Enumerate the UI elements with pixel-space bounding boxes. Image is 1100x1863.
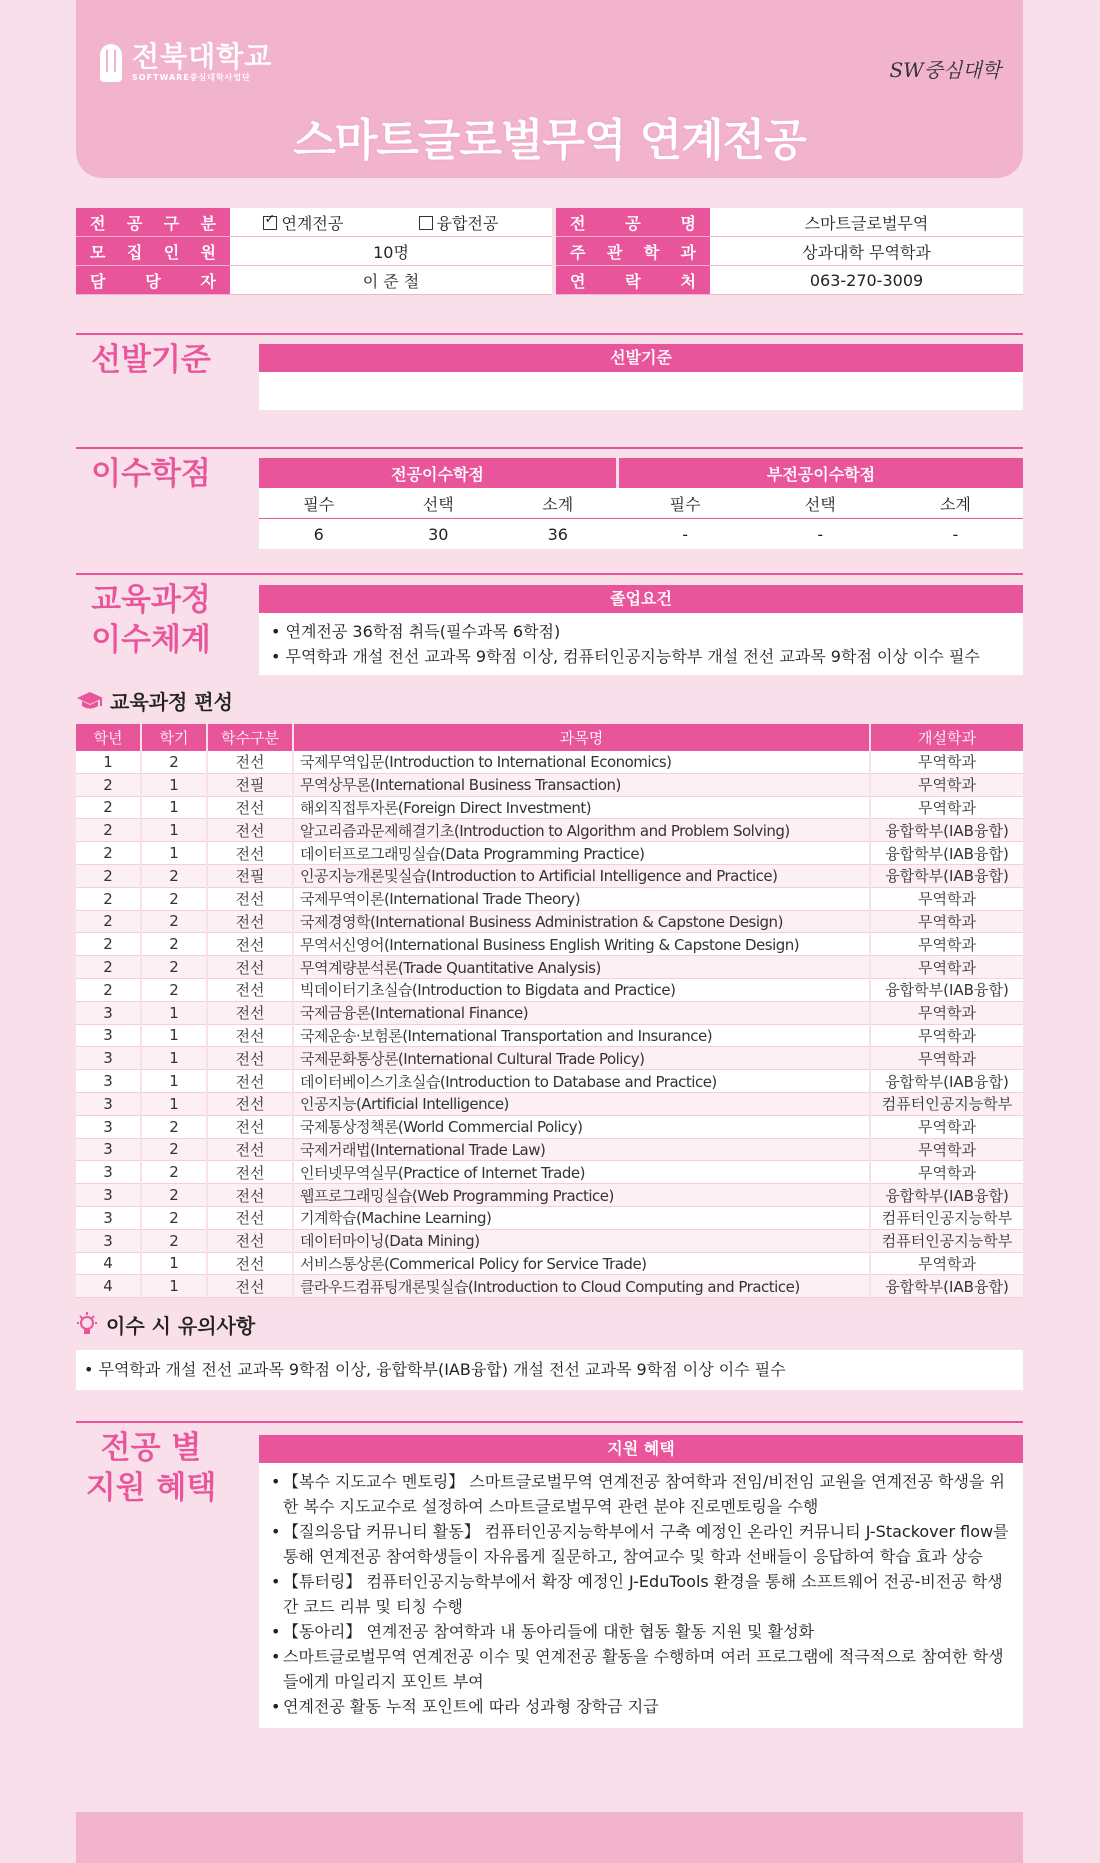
col-department: 개설학과 [870, 724, 1023, 751]
course-year: 3 [76, 1138, 141, 1161]
graduation-cap-icon [76, 691, 104, 711]
course-department: 융합학부(IAB융합) [870, 1184, 1023, 1207]
course-name: 국제거래법(International Trade Law) [293, 1138, 870, 1161]
notice-title: 이수 시 유의사항 [106, 1314, 256, 1338]
course-type: 전필 [207, 864, 293, 887]
credit-subhead: 필수 [259, 488, 379, 519]
course-type: 전선 [207, 1001, 293, 1024]
course-type: 전선 [207, 1184, 293, 1207]
section-divider [76, 573, 1023, 575]
table-row [76, 842, 1023, 865]
course-semester: 2 [141, 887, 207, 910]
course-year: 2 [76, 933, 141, 956]
course-type: 전선 [207, 1206, 293, 1229]
course-semester: 2 [141, 910, 207, 933]
checkbox-empty-icon [419, 216, 433, 230]
course-semester: 2 [141, 933, 207, 956]
course-type: 전선 [207, 1092, 293, 1115]
course-department: 무역학과 [870, 887, 1023, 910]
course-type: 전선 [207, 956, 293, 979]
section-divider [76, 333, 1023, 335]
benefits-bar: 지원 혜택 [259, 1435, 1023, 1463]
major-name-label: 전 공 명 [556, 208, 710, 237]
course-year: 2 [76, 956, 141, 979]
course-department: 융합학부(IAB융합) [870, 978, 1023, 1001]
course-semester: 2 [141, 1115, 207, 1138]
table-row [76, 773, 1023, 796]
credit-value: 36 [498, 519, 618, 550]
course-name: 클라우드컴퓨팅개론및실습(Introduction to Cloud Computing and Practice) [293, 1275, 870, 1298]
course-department: 무역학과 [870, 1115, 1023, 1138]
credit-subhead: 선택 [379, 488, 499, 519]
course-type: 전선 [207, 751, 293, 773]
footer-bar [76, 1812, 1023, 1863]
table-row [76, 1092, 1023, 1115]
contact-value: 063-270-3009 [710, 266, 1023, 295]
col-semester: 학기 [141, 724, 207, 751]
sw-badge: SW중심대학 [889, 58, 1001, 82]
benefit-item: • 스마트글로벌무역 연계전공 이수 및 연계전공 활동을 수행하며 여러 프로그램에 적극적으로 참여한 학생들에게 마일리지 포인트 부여 [271, 1644, 1011, 1694]
col-subject: 과목명 [293, 724, 870, 751]
course-semester: 1 [141, 1024, 207, 1047]
course-semester: 1 [141, 842, 207, 865]
type-option-fusion: 융합전공 [436, 213, 499, 233]
curriculum-section-label [76, 580, 226, 660]
page-title: 스마트글로벌무역 연계전공 [293, 115, 806, 166]
table-row [76, 819, 1023, 842]
course-semester: 2 [141, 978, 207, 1001]
course-department: 융합학부(IAB융합) [870, 1070, 1023, 1093]
course-semester: 2 [141, 864, 207, 887]
benefits-label-line1: 전공 별 [100, 1430, 202, 1466]
benefits-list [271, 1469, 1011, 1719]
course-year: 2 [76, 819, 141, 842]
curriculum-table [76, 724, 1023, 1298]
course-name: 인공지능개론및실습(Introduction to Artificial Intelligence and Practice) [293, 864, 870, 887]
contact-label: 연 락 처 [556, 266, 710, 295]
course-department: 무역학과 [870, 1161, 1023, 1184]
course-semester: 2 [141, 1161, 207, 1184]
course-type: 전선 [207, 1047, 293, 1070]
table-row [76, 751, 1023, 773]
curriculum-label-line2: 이수체계 [91, 622, 211, 658]
course-name: 국제무역입문(Introduction to International Economics) [293, 751, 870, 773]
course-year: 2 [76, 796, 141, 819]
course-year: 3 [76, 1047, 141, 1070]
course-name: 국제문화통상론(International Cultural Trade Policy) [293, 1047, 870, 1070]
table-row [76, 864, 1023, 887]
manager-label: 담 당 자 [76, 266, 230, 295]
course-year: 2 [76, 978, 141, 1001]
course-name: 웹프로그래밍실습(Web Programming Practice) [293, 1184, 870, 1207]
course-type: 전선 [207, 1275, 293, 1298]
course-department: 컴퓨터인공지능학부 [870, 1206, 1023, 1229]
notice-text: • 무역학과 개설 전선 교과목 9학점 이상, 융합학부(IAB융합) 개설 전선 교과목 9학점 이상 이수 필수 [76, 1350, 1023, 1390]
course-type: 전선 [207, 933, 293, 956]
course-department: 무역학과 [870, 933, 1023, 956]
course-semester: 2 [141, 1138, 207, 1161]
course-year: 3 [76, 1070, 141, 1093]
benefit-item: • 연계전공 활동 누적 포인트에 따라 성과형 장학금 지급 [271, 1694, 1011, 1719]
course-semester: 2 [141, 751, 207, 773]
course-department: 융합학부(IAB융합) [870, 1275, 1023, 1298]
course-name: 인공지능(Artificial Intelligence) [293, 1092, 870, 1115]
type-option-link: 연계전공 [281, 213, 344, 233]
graduation-item: • 무역학과 개설 전선 교과목 9학점 이상, 컴퓨터인공지능학부 개설 전선 교과목 9학점 이상 이수 필수 [271, 647, 980, 666]
course-name: 무역상무론(International Business Transaction) [293, 773, 870, 796]
benefit-item: • 【질의응답 커뮤니티 활동】 컴퓨터인공지능학부에서 구축 예정인 온라인 커뮤니티 J-Stackover flow를 통해 연계전공 참여학생들이 자유롭게 질문하고, 참여교수 및 학과 선배들이 응답하여 학습 효과 상승 [271, 1519, 1011, 1569]
course-type: 전선 [207, 887, 293, 910]
university-subtitle: SOFTWARE중심대학사업단 [132, 73, 251, 82]
course-type: 전선 [207, 1070, 293, 1093]
course-department: 무역학과 [870, 796, 1023, 819]
course-name: 빅데이터기초실습(Introduction to Bigdata and Practice) [293, 978, 870, 1001]
course-year: 3 [76, 1161, 141, 1184]
course-name: 데이터프로그래밍실습(Data Programming Practice) [293, 842, 870, 865]
lightbulb-icon [76, 1312, 98, 1338]
course-name: 무역계량분석론(Trade Quantitative Analysis) [293, 956, 870, 979]
course-name: 기계학습(Machine Learning) [293, 1206, 870, 1229]
course-department: 융합학부(IAB융합) [870, 842, 1023, 865]
benefit-item: • 【동아리】 연계전공 참여학과 내 동아리들에 대한 협동 활동 지원 및 활성화 [271, 1619, 1011, 1644]
course-year: 3 [76, 1206, 141, 1229]
course-year: 3 [76, 1184, 141, 1207]
course-semester: 1 [141, 1252, 207, 1275]
course-name: 인터넷무역실무(Practice of Internet Trade) [293, 1161, 870, 1184]
benefit-item: • 【복수 지도교수 멘토링】 스마트글로벌무역 연계전공 참여학과 전임/비전임 교원을 연계전공 학생을 위한 복수 지도교수로 설정하여 스마트글로벌무역 관련 분야 진로멘토링을 수행 [271, 1469, 1011, 1519]
table-row [76, 1115, 1023, 1138]
course-year: 3 [76, 1229, 141, 1252]
table-row [76, 1138, 1023, 1161]
course-type: 전선 [207, 978, 293, 1001]
course-name: 국제통상정책론(World Commercial Policy) [293, 1115, 870, 1138]
course-year: 3 [76, 1001, 141, 1024]
course-department: 무역학과 [870, 1047, 1023, 1070]
graduation-item: • 연계전공 36학점 취득(필수과목 6학점) [271, 622, 561, 641]
selection-section-label: 선발기준 [91, 342, 211, 378]
notice-heading [76, 1310, 255, 1339]
course-department: 무역학과 [870, 1001, 1023, 1024]
course-name: 국제운송·보험론(International Transportation and Insurance) [293, 1024, 870, 1047]
credit-subhead: 소계 [888, 488, 1023, 519]
course-year: 2 [76, 864, 141, 887]
course-department: 무역학과 [870, 773, 1023, 796]
course-type: 전선 [207, 1024, 293, 1047]
course-semester: 1 [141, 1070, 207, 1093]
table-row [76, 1070, 1023, 1093]
table-row [76, 978, 1023, 1001]
table-row [76, 1001, 1023, 1024]
table-row [76, 1047, 1023, 1070]
credits-table [259, 458, 1023, 549]
course-department: 무역학과 [870, 956, 1023, 979]
course-year: 1 [76, 751, 141, 773]
course-type: 전선 [207, 910, 293, 933]
course-name: 무역서신영어(International Business English Writing & Capstone Design) [293, 933, 870, 956]
course-name: 해외직접투자론(Foreign Direct Investment) [293, 796, 870, 819]
recruit-value: 10명 [230, 237, 552, 266]
course-name: 국제금융론(International Finance) [293, 1001, 870, 1024]
table-row [76, 796, 1023, 819]
course-year: 2 [76, 773, 141, 796]
course-department: 무역학과 [870, 1252, 1023, 1275]
course-type: 전선 [207, 1161, 293, 1184]
section-divider [76, 447, 1023, 449]
col-year: 학년 [76, 724, 141, 751]
course-type: 전선 [207, 1115, 293, 1138]
course-semester: 1 [141, 1001, 207, 1024]
course-year: 3 [76, 1092, 141, 1115]
major-name-value: 스마트글로벌무역 [710, 208, 1023, 237]
course-department: 융합학부(IAB융합) [870, 819, 1023, 842]
course-department: 컴퓨터인공지능학부 [870, 1229, 1023, 1252]
credit-subhead: 선택 [753, 488, 888, 519]
credit-value: 6 [259, 519, 379, 550]
curriculum-label-line1: 교육과정 [91, 582, 211, 618]
course-semester: 1 [141, 1092, 207, 1115]
type-options [230, 208, 552, 237]
course-year: 3 [76, 1024, 141, 1047]
credit-value: - [618, 519, 753, 550]
course-semester: 1 [141, 819, 207, 842]
dept-label: 주 관 학 과 [556, 237, 710, 266]
course-name: 서비스통상론(Commerical Policy for Service Trade) [293, 1252, 870, 1275]
course-department: 무역학과 [870, 751, 1023, 773]
course-semester: 2 [141, 956, 207, 979]
benefits-content [259, 1463, 1023, 1728]
credit-subhead: 소계 [498, 488, 618, 519]
course-department: 무역학과 [870, 910, 1023, 933]
course-semester: 1 [141, 1047, 207, 1070]
course-name: 알고리즘과문제해결기초(Introduction to Algorithm and Problem Solving) [293, 819, 870, 842]
course-department: 무역학과 [870, 1024, 1023, 1047]
course-type: 전선 [207, 1229, 293, 1252]
graduation-list [259, 613, 1023, 675]
course-department: 융합학부(IAB융합) [870, 864, 1023, 887]
course-year: 4 [76, 1275, 141, 1298]
credit-value: 30 [379, 519, 499, 550]
table-row [76, 1252, 1023, 1275]
col-type: 학수구분 [207, 724, 293, 751]
benefits-section-label [76, 1428, 226, 1508]
course-year: 3 [76, 1115, 141, 1138]
table-row [76, 1229, 1023, 1252]
credit-subhead: 필수 [618, 488, 753, 519]
university-emblem-icon [100, 44, 122, 82]
major-credits-head: 전공이수학점 [259, 458, 618, 488]
major-info-table [76, 208, 1023, 295]
table-row [76, 1275, 1023, 1298]
table-row [76, 1206, 1023, 1229]
benefit-item: • 【튜터링】 컴퓨터인공지능학부에서 확장 예정인 J-EduTools 환경을 통해 소프트웨어 전공-비전공 학생 간 코드 리뷰 및 티칭 수행 [271, 1569, 1011, 1619]
course-department: 무역학과 [870, 1138, 1023, 1161]
table-row [76, 1161, 1023, 1184]
credits-section-label: 이수학점 [91, 456, 211, 492]
type-label: 전 공 구 분 [76, 208, 230, 237]
course-semester: 1 [141, 796, 207, 819]
table-row [76, 910, 1023, 933]
checkbox-checked-icon [263, 216, 277, 230]
curriculum-table-heading [76, 686, 233, 715]
course-type: 전선 [207, 819, 293, 842]
course-name: 국제경영학(International Business Administration & Capstone Design) [293, 910, 870, 933]
course-semester: 1 [141, 773, 207, 796]
table-row [76, 956, 1023, 979]
course-name: 데이터마이닝(Data Mining) [293, 1229, 870, 1252]
course-year: 2 [76, 910, 141, 933]
course-type: 전선 [207, 1138, 293, 1161]
minor-credits-head: 부전공이수학점 [618, 458, 1024, 488]
graduation-content [259, 613, 1023, 675]
manager-value: 이 준 철 [230, 266, 552, 295]
selection-content [259, 372, 1023, 410]
course-department: 컴퓨터인공지능학부 [870, 1092, 1023, 1115]
course-year: 4 [76, 1252, 141, 1275]
selection-bar: 선발기준 [259, 344, 1023, 372]
dept-value: 상과대학 무역학과 [710, 237, 1023, 266]
course-type: 전선 [207, 842, 293, 865]
course-name: 데이터베이스기초실습(Introduction to Database and Practice) [293, 1070, 870, 1093]
table-row [76, 1184, 1023, 1207]
benefits-label-line2: 지원 혜택 [85, 1470, 217, 1506]
table-row [76, 1024, 1023, 1047]
section-divider [76, 1421, 1023, 1423]
university-name: 전북대학교 [132, 40, 273, 73]
recruit-label: 모 집 인 원 [76, 237, 230, 266]
course-year: 2 [76, 887, 141, 910]
course-semester: 2 [141, 1206, 207, 1229]
course-semester: 2 [141, 1184, 207, 1207]
course-type: 전필 [207, 773, 293, 796]
page-header [76, 0, 1023, 178]
table-row [76, 887, 1023, 910]
table-row [76, 933, 1023, 956]
credit-value: - [888, 519, 1023, 550]
university-logo [100, 42, 272, 83]
course-type: 전선 [207, 1252, 293, 1275]
course-semester: 1 [141, 1275, 207, 1298]
graduation-bar: 졸업요건 [259, 585, 1023, 613]
course-name: 국제무역이론(International Trade Theory) [293, 887, 870, 910]
curriculum-table-title: 교육과정 편성 [110, 690, 233, 714]
credit-value: - [753, 519, 888, 550]
course-type: 전선 [207, 796, 293, 819]
course-semester: 2 [141, 1229, 207, 1252]
course-year: 2 [76, 842, 141, 865]
